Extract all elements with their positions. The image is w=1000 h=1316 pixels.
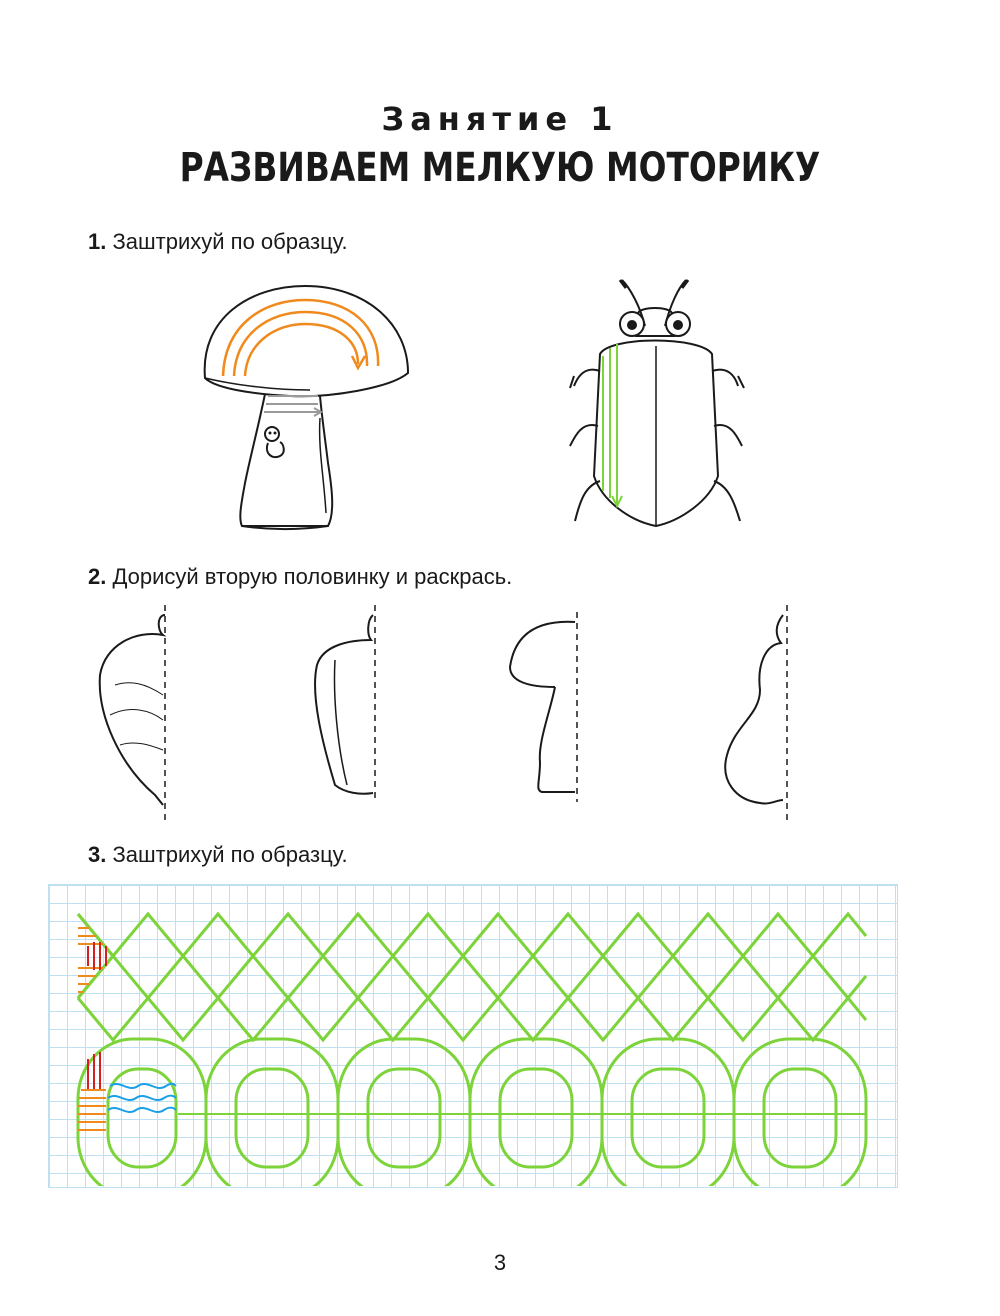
task-3-text: Заштрихуй по образцу.: [112, 842, 348, 867]
mushroom-illustration: [190, 278, 420, 533]
task-2-number: 2.: [88, 564, 107, 589]
task-1-number: 1.: [88, 229, 107, 254]
half-pear-drawing: [715, 605, 800, 825]
task-1-instruction: [88, 229, 348, 255]
task-2-text: Дорисуй вторую половинку и раскрась.: [112, 564, 513, 589]
oval-hatching-pattern: [48, 884, 896, 1186]
beetle-illustration: [560, 276, 760, 534]
half-leaf-drawing: [95, 605, 175, 820]
task-2-instruction: [88, 564, 512, 590]
task-3-instruction: [88, 842, 348, 868]
half-pepper-drawing: [305, 605, 385, 800]
half-mushroom-drawing: [500, 612, 585, 802]
page-title: РАЗВИВАЕМ МЕЛКУЮ МОТОРИКУ: [179, 145, 821, 191]
task-3-number: 3.: [88, 842, 107, 867]
page-number: 3: [493, 1250, 507, 1275]
task-1-text: Заштрихуй по образцу.: [112, 229, 348, 254]
lesson-label: Занятие 1: [381, 100, 619, 138]
